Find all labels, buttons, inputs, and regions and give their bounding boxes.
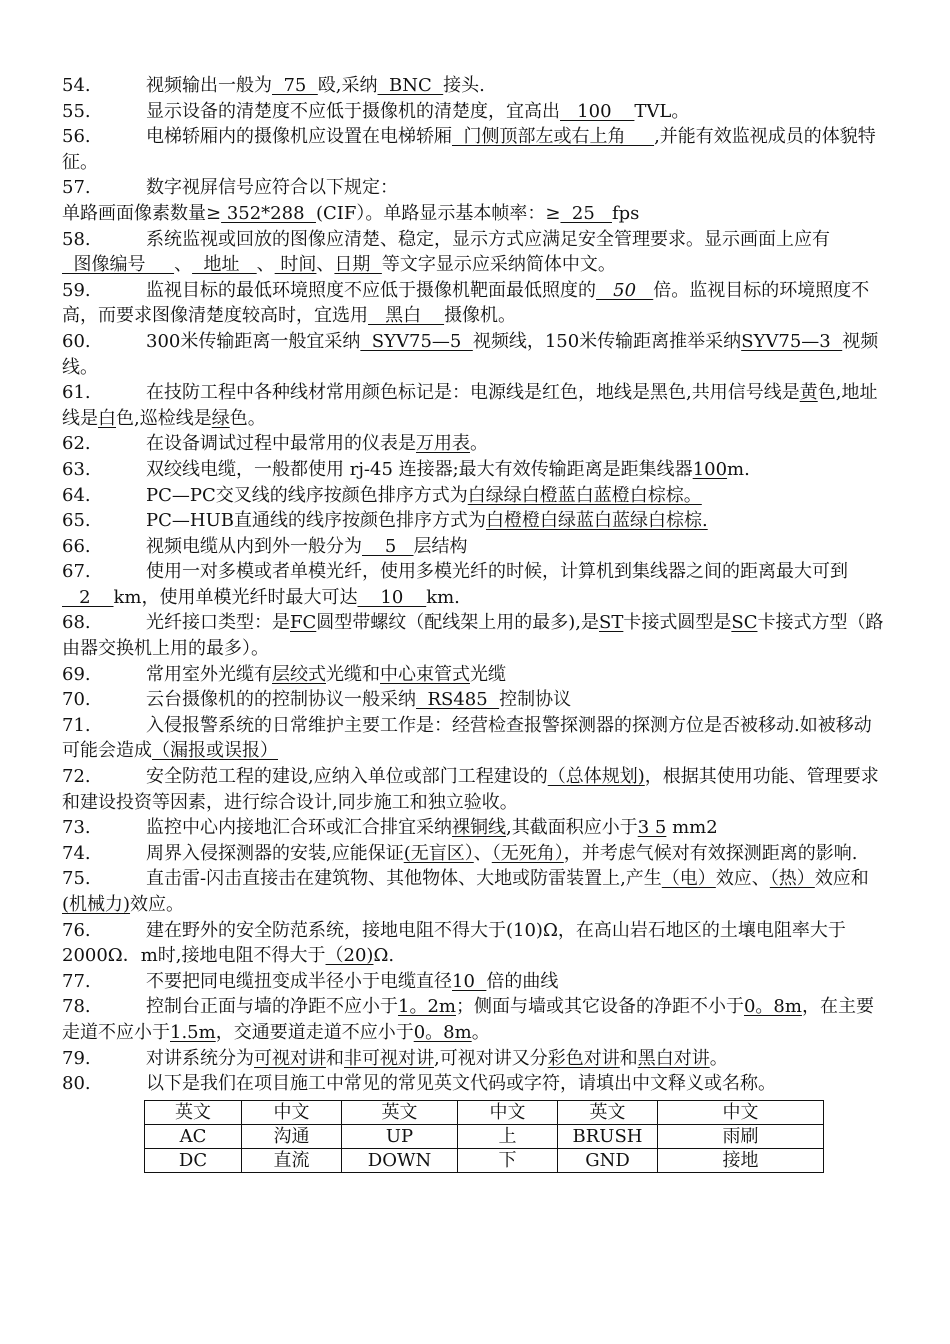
question-item — [62, 201, 884, 227]
question-text: km，使用单模光纤时最大可达 — [113, 586, 358, 608]
question-item — [62, 329, 884, 380]
question-number: 60. — [62, 330, 91, 352]
question-number: 80. — [62, 1073, 91, 1095]
answer-fill: 2 — [62, 586, 114, 608]
question-text: 视频线，150米传输距离推举采纳 — [472, 330, 742, 352]
question-number: 75. — [62, 868, 91, 890]
table-cell: 接地 — [658, 1148, 824, 1172]
answer-fill: 352*288 — [221, 202, 316, 224]
answer-fill: 100 — [692, 458, 728, 480]
question-item — [62, 124, 884, 175]
table-cell: 上 — [458, 1124, 558, 1148]
question-text: 300米传输距离一般宜采纳 — [146, 330, 361, 352]
question-text: 系统监视或回放的图像应清楚、稳定，显示方式应满足安全管理要求。显示画面上应有 — [146, 228, 830, 250]
answer-fill: （电） — [661, 868, 716, 890]
question-number: 55. — [62, 100, 91, 122]
table-cell: 英文 — [342, 1100, 458, 1124]
question-item — [62, 534, 884, 560]
answer-fill: 裸铜线 — [452, 817, 506, 839]
answer-fill: 彩色对讲 — [547, 1047, 620, 1069]
answer-fill: 日期 — [334, 254, 382, 276]
question-text: 和 — [326, 1047, 344, 1069]
table-cell: 中文 — [458, 1100, 558, 1124]
table-cell: UP — [342, 1124, 458, 1148]
question-text: 层结构 — [413, 535, 468, 557]
question-text: Ω. — [373, 945, 395, 967]
question-text: PC—PC交叉线的线序按颜色排序方式为 — [146, 484, 468, 506]
answer-fill: 时间 — [274, 254, 317, 276]
table-cell: DOWN — [342, 1148, 458, 1172]
question-text: 不要把同电缆扭变成半径小于电缆直径 — [146, 970, 452, 992]
answer-fill: ST — [599, 612, 624, 634]
question-text: ，根据其使用功能、管理要求和建设投资等因素，进行综合设计,同步施工和独立验收。 — [62, 766, 879, 813]
answer-fill: 1.5m — [170, 1021, 216, 1043]
question-text: 对讲系统分为 — [146, 1047, 254, 1069]
question-number: 79. — [62, 1047, 91, 1069]
question-text: 等文字显示应采纳简体中文。 — [381, 254, 616, 276]
table-cell: BRUSH — [558, 1124, 658, 1148]
question-number: 67. — [62, 561, 91, 583]
answer-fill: 万用表 — [416, 433, 470, 455]
question-text: TVL。 — [634, 100, 690, 122]
answer-fill: （20) — [325, 945, 374, 967]
question-text: ,并能有效监视成员的体貌特征。 — [62, 126, 876, 173]
question-text: 使用一对多模或者单模光纤，使用多模光纤的时候，计算机到集线器之间的距离最大可到 — [146, 561, 848, 583]
question-text: 色,地址线是 — [62, 382, 878, 429]
question-text: 在设备调试过程中最常用的仪表是 — [146, 433, 416, 455]
answer-fill: （无死角） — [491, 842, 564, 864]
question-text: 建在野外的安全防范系统，接地电阻不得大于(10)Ω，在高山岩石地区的土壤电阻率大于2000Ω．m时,接地电阻不得大于 — [62, 919, 846, 967]
question-number: 77. — [62, 970, 91, 992]
question-item — [62, 713, 884, 764]
answer-fill: SYV75—3 — [741, 330, 843, 352]
question-text: 以下是我们在项目施工中常见的常见英文代码或字符，请填出中文释义或名称。 — [146, 1073, 776, 1095]
answer-fill: 中心束管式 — [380, 663, 470, 685]
question-item — [62, 175, 884, 201]
question-number: 69. — [62, 663, 91, 685]
question-text: fps — [611, 202, 640, 224]
answer-fill: 黑白对讲 — [637, 1047, 710, 1069]
answer-fill: （总体规划) — [547, 766, 645, 788]
table-cell: 中文 — [242, 1100, 342, 1124]
answer-fill: RS485 — [416, 689, 500, 711]
document-page — [62, 73, 884, 1173]
question-text: 视频输出一般为 — [146, 75, 272, 96]
table-cell: 中文 — [658, 1100, 824, 1124]
question-text: ，交通要道走道不应小于 — [215, 1021, 414, 1043]
question-text: 效应和 — [814, 868, 869, 890]
question-text: 监控中心内接地汇合环或汇合排宜采纳 — [146, 817, 452, 839]
question-number: 59. — [62, 279, 91, 301]
table-cell: 英文 — [145, 1100, 242, 1124]
question-text: 色。 — [229, 407, 266, 429]
question-text: 控制台正面与墙的净距不应小于 — [146, 996, 398, 1018]
code-table — [144, 1100, 824, 1173]
question-item — [62, 610, 884, 661]
question-text: 效应、 — [715, 868, 770, 890]
question-text: 视频线。 — [62, 330, 879, 378]
question-item — [62, 483, 884, 509]
question-text: 双绞线电缆，一般都使用 rj-45 连接器;最大有效传输距离是距集线器 — [146, 458, 693, 480]
answer-fill: 白橙橙白绿蓝白蓝绿白棕棕. — [485, 510, 708, 532]
question-text: 效应。 — [130, 894, 185, 915]
question-text: 。 — [470, 433, 488, 455]
question-text: m. — [727, 458, 750, 480]
question-number: 56. — [62, 126, 91, 148]
table-row — [145, 1124, 824, 1148]
question-number: 78. — [62, 996, 91, 1018]
question-list — [62, 73, 884, 1097]
question-number: 68. — [62, 612, 91, 634]
question-number: 70. — [62, 689, 91, 711]
question-item — [62, 278, 884, 329]
answer-fill: 黑白 — [368, 305, 445, 327]
table-cell: AC — [145, 1124, 242, 1148]
question-item — [62, 764, 884, 815]
answer-fill: BNC — [377, 75, 444, 96]
question-text: 光缆 — [470, 663, 506, 685]
question-item — [62, 1046, 884, 1072]
answer-fill: 图像编号 — [62, 254, 175, 276]
question-text: 、 — [316, 254, 335, 276]
question-text: 视频电缆从内到外一般分为 — [146, 535, 362, 557]
question-number: 65. — [62, 510, 91, 532]
question-item — [62, 559, 884, 610]
answer-fill: 75 — [272, 75, 318, 96]
answer-fill: 3 5 — [637, 817, 667, 839]
answer-fill: 1。2m — [398, 996, 456, 1018]
answer-fill: 层绞式 — [272, 663, 326, 685]
question-item — [62, 73, 884, 99]
question-number: 74. — [62, 842, 91, 864]
question-number: 73. — [62, 817, 91, 839]
table-cell: 沟通 — [242, 1124, 342, 1148]
question-text: PC—HUB直通线的线序按颜色排序方式为 — [146, 510, 486, 532]
table-cell: 直流 — [242, 1148, 342, 1172]
answer-fill: 绿 — [211, 407, 230, 429]
question-text: 、 — [256, 254, 275, 276]
question-text: km. — [426, 586, 460, 608]
answer-fill: SC — [731, 612, 758, 634]
question-text: 卡接式圆型是 — [623, 612, 732, 634]
answer-fill: 5 — [362, 535, 414, 557]
answer-fill: 地址 — [192, 254, 257, 276]
table-row — [145, 1148, 824, 1172]
question-text: (CIF）。单路显示基本帧率：≥ — [315, 202, 561, 224]
question-text: 。 — [471, 1021, 490, 1043]
question-text: ，并考虑气候对有效探测距离的影响. — [563, 842, 858, 864]
question-number: 71. — [62, 714, 91, 736]
question-item — [62, 1071, 884, 1097]
question-text: 光缆和 — [326, 663, 380, 685]
answer-fill: 非可视对讲 — [344, 1047, 434, 1069]
answer-fill: 0。8m — [413, 1021, 472, 1043]
question-text: 光纤接口类型：是 — [146, 612, 290, 634]
answer-fill: 10 — [357, 586, 427, 608]
question-text: 殴,采纳 — [317, 75, 378, 96]
question-text: 直击雷-闪击直接击在建筑物、其他物体、大地或防雷装置上,产生 — [146, 868, 662, 890]
question-text: 色,巡检线是 — [116, 407, 212, 429]
table-cell: 雨刷 — [658, 1124, 824, 1148]
answer-fill: 50 — [596, 279, 654, 301]
answer-fill: （漏报或误报） — [152, 740, 278, 762]
question-text: 控制协议 — [499, 689, 572, 711]
question-item — [62, 431, 884, 457]
question-number: 64. — [62, 484, 91, 506]
question-number: 66. — [62, 535, 91, 557]
question-text: 圆型带螺纹（配线架上用的最多),是 — [316, 612, 600, 634]
question-text: 监视目标的最低环境照度不应低于摄像机靶面最低照度的 — [146, 279, 596, 301]
question-text: 单路画面像素数量≥ — [62, 202, 222, 224]
question-number: 54. — [62, 75, 91, 96]
answer-fill: 100 — [560, 100, 635, 122]
answer-fill: 白绿绿白橙蓝白蓝橙白棕棕。 — [467, 484, 702, 506]
question-text: ，在主要走道不应小于 — [62, 996, 874, 1043]
question-item — [62, 994, 884, 1045]
question-text: 倍。监视目标的环境照度不高，而要求图像清楚度较高时，宜选用 — [62, 279, 870, 327]
answer-fill: 25 — [560, 202, 612, 224]
question-text: 显示设备的清楚度不应低于摄像机的清楚度，宜高出 — [146, 100, 560, 122]
question-number: 61. — [62, 382, 91, 404]
question-text: 周界入侵探测器的安装,应能保证 — [146, 842, 404, 864]
answer-fill: 可视对讲 — [254, 1047, 326, 1069]
question-number: 72. — [62, 766, 91, 788]
question-text: 接头. — [443, 75, 485, 96]
question-number: 76. — [62, 919, 91, 941]
question-item — [62, 508, 884, 534]
question-text: 安全防范工程的建设,应纳入单位或部门工程建设的 — [146, 766, 548, 788]
question-item — [62, 227, 884, 278]
question-text: 数字视屏信号应符合以下规定： — [146, 177, 398, 199]
table-cell: 英文 — [558, 1100, 658, 1124]
question-text: 在技防工程中各种线材常用颜色标记是：电源线是红色，地线是黑色,共用信号线是 — [146, 382, 800, 404]
answer-fill: (无盲区） — [403, 842, 474, 864]
question-item — [62, 841, 884, 867]
question-text: 云台摄像机的的控制协议一般采纳 — [146, 689, 416, 711]
question-item — [62, 969, 884, 995]
answer-fill: 10 — [452, 970, 487, 992]
question-number: 58. — [62, 228, 91, 250]
question-item — [62, 687, 884, 713]
question-text: 。 — [709, 1047, 728, 1069]
question-number: 63. — [62, 458, 91, 480]
question-text: ；侧面与墙或其它设备的净距不小于 — [455, 996, 744, 1018]
question-item — [62, 815, 884, 841]
table-cell: DC — [145, 1148, 242, 1172]
answer-fill: （热） — [769, 868, 815, 890]
question-item — [62, 457, 884, 483]
answer-fill: FC — [290, 612, 317, 634]
question-number: 57. — [62, 177, 91, 199]
answer-fill: 白 — [98, 407, 116, 429]
question-item — [62, 918, 884, 969]
question-text: ,其截面积应小于 — [506, 817, 638, 839]
question-text: 、 — [473, 842, 492, 864]
question-item — [62, 866, 884, 917]
question-text: 摄像机。 — [444, 305, 517, 327]
answer-fill: (机械力) — [62, 894, 131, 915]
table-cell: 下 — [458, 1148, 558, 1172]
question-text: 电梯轿厢内的摄像机应设置在电梯轿厢 — [146, 126, 452, 148]
answer-fill: 黄 — [799, 382, 818, 404]
question-text: 常用室外光缆有 — [146, 663, 272, 685]
question-text: 倍的曲线 — [486, 970, 559, 992]
answer-fill: SYV75—5 — [360, 330, 473, 352]
question-item — [62, 99, 884, 125]
question-text: 入侵报警系统的日常维护主要工作是：经营检查报警探测器的探测方位是否被移动.如被移动可能会造成 — [62, 714, 872, 762]
question-text: 和 — [619, 1047, 638, 1069]
question-text: 、 — [174, 254, 193, 276]
question-item — [62, 662, 884, 688]
answer-fill: 0。8m — [743, 996, 802, 1018]
question-item — [62, 380, 884, 431]
answer-fill: 门侧顶部左或右上角 — [452, 126, 655, 148]
question-number: 62. — [62, 433, 91, 455]
question-text: ,可视对讲又分 — [434, 1047, 548, 1069]
table-cell: GND — [558, 1148, 658, 1172]
question-text: 卡接式方型（路由器交换机上用的最多）。 — [62, 612, 884, 660]
table-header-row — [145, 1100, 824, 1124]
question-text: mm2 — [666, 817, 718, 839]
